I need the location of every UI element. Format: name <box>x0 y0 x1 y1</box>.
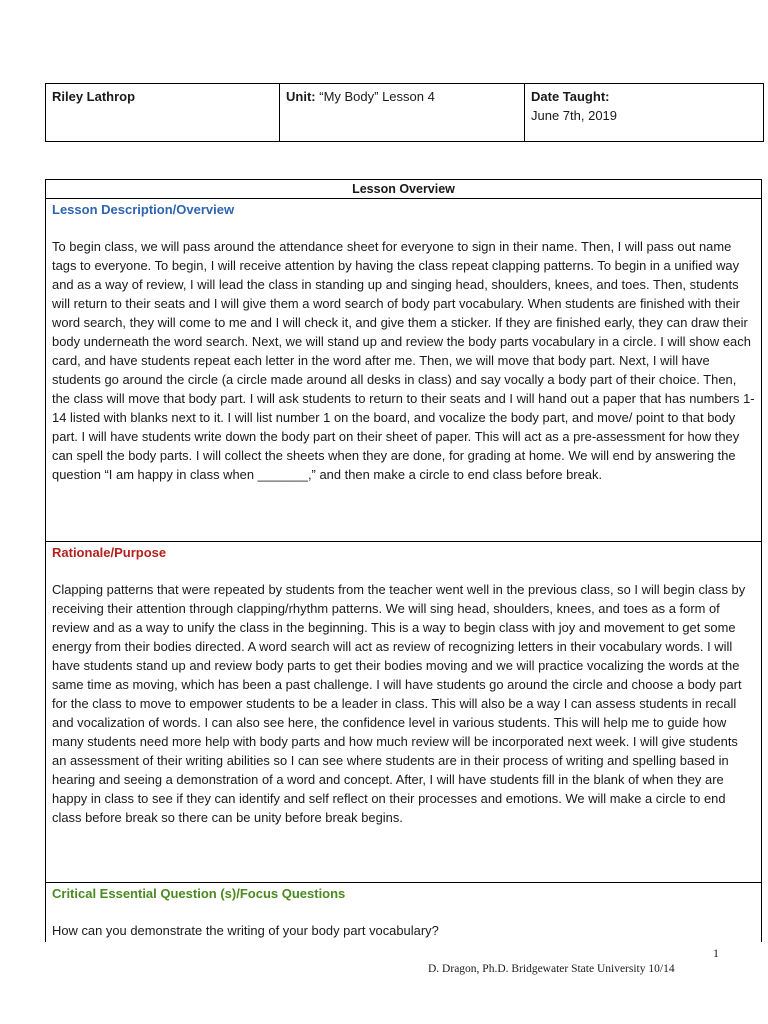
description-body: To begin class, we will pass around the attendance sheet for everyone to sign in their name. Then, I will pass out name tags to everyone. To begin, I will receive attention by having the class repeat clapping patterns. To begin in a unified way and as a way of review, I will lead the class in standing up and singing head, shoulders, knees, and toes. Then, students will return to their seats and I will give them a word search of body part vocabulary. When students are finished with their word search, they will come to me and I will check it, and give them a sticker. If they are finished early, they can draw their body underneath the word search. Next, we will stand up and review the body parts vocabulary in a circle. I will show each card, and have students repeat each letter in the word after me. Then, we will move that body part. Next, I will have students go around the circle (a circle made around all desks in class) and say vocally a body part of their choice. Then, the class will move that body part. I will ask students to return to their seats and I will hand out a paper that has numbers 1-14 listed with blanks next to it. I will list number 1 on the board, and vocalize the body part, and move/ point to that body part. I will have students write down the body part on their sheet of paper. This will act as a pre-assessment for how they can spell the body parts. I will collect the sheets when they are done, for grading at home. We will end by answering the question “I am happy in class when _______,” and then make a circle to end class before break. <box>52 239 755 482</box>
rationale-body: Clapping patterns that were repeated by students from the teacher went well in the previous class, so I will begin class by receiving their attention through clapping/rhythm patterns. We will sing head, shoulders, knees, and toes as a form of review and as a way to unify the class in the beginning. This is a way to begin class with joy and movement to get some energy from their bodies directed. A word search will act as review of recognizing letters in their vocabulary words. I will have students stand up and review body parts to get their bodies moving and we will practice vocalizing the words at the same time as moving, which has been a past challenge. I will have students go around the circle and choose a body part for the class to move to empower students to be a leader in class. This will also be a way I can assess students in recall and vocalization of words. I can also see here, the confidence level in various students. This will help me to guide how many students need more help with body parts and how much review will be incorporated next week. I will give students an assessment of their writing abilities so I can see where students are in their process of writing and spelling based in hearing and seeing a demonstration of a word and concept. After, I will have students fill in the blank of when they are happy in class to see if they can identify and self reflect on their processes and emotions. We will make a circle to end class before break so there can be unity before break begins. <box>52 582 746 825</box>
unit-value: “My Body” Lesson 4 <box>319 89 435 104</box>
lesson-overview-title: Lesson Overview <box>46 180 761 199</box>
questions-heading: Critical Essential Question (s)/Focus Questions <box>52 886 346 901</box>
teacher-name: Riley Lathrop <box>52 89 136 104</box>
description-section <box>46 200 761 542</box>
lesson-header-table <box>45 83 764 142</box>
rationale-section <box>46 543 761 883</box>
unit-cell <box>280 84 525 142</box>
questions-section <box>46 884 761 944</box>
rationale-heading: Rationale/Purpose <box>52 545 167 560</box>
teacher-name-cell <box>46 84 280 142</box>
date-value: June 7th, 2019 <box>531 108 618 123</box>
unit-label: Unit: <box>286 89 316 104</box>
lesson-overview-table <box>45 179 762 942</box>
page-number: 1 <box>713 946 719 960</box>
questions-body: How can you demonstrate the writing of your body part vocabulary? <box>52 923 439 938</box>
date-cell <box>525 84 764 142</box>
footer-credit: D. Dragon, Ph.D. Bridgewater State University 10/14 <box>428 963 675 975</box>
description-heading: Lesson Description/Overview <box>52 202 235 217</box>
date-label: Date Taught: <box>531 89 610 104</box>
